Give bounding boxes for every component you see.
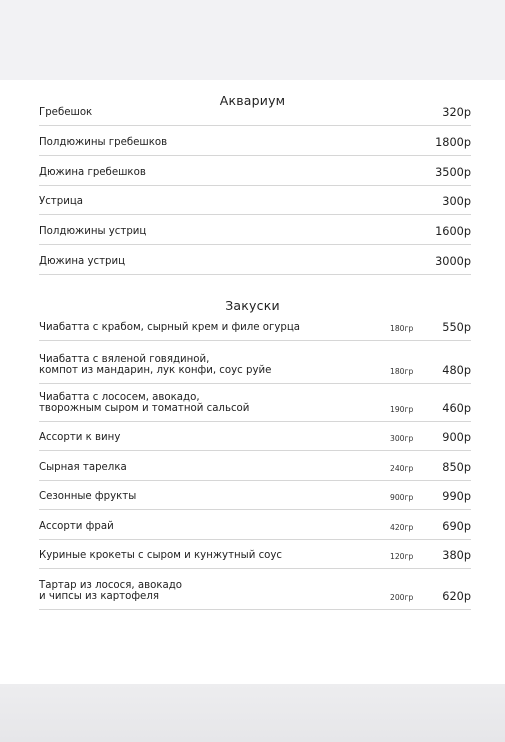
item-price: 550р (442, 321, 471, 334)
item-weight: 300гр (390, 434, 414, 443)
item-price: 990р (442, 490, 471, 503)
row-divider (39, 155, 471, 156)
section-title: Закуски (225, 298, 280, 313)
top-background (0, 0, 505, 80)
item-weight: 240гр (390, 464, 414, 473)
item-name: Полдюжины устриц (39, 226, 147, 237)
item-name: Сырная тарелка (39, 462, 127, 473)
menu-item (39, 195, 471, 210)
menu-item (39, 166, 471, 181)
row-divider (39, 609, 471, 610)
item-name: Ассорти фрай (39, 521, 114, 532)
row-divider (39, 125, 471, 126)
item-price: 300р (442, 195, 471, 208)
row-divider (39, 274, 471, 275)
item-price: 850р (442, 461, 471, 474)
item-name: Чиабатта с лососем, авокадо, творожным сыром и томатной сальсой (39, 392, 250, 414)
menu-item (39, 549, 471, 564)
item-price: 460р (442, 402, 471, 415)
item-price: 690р (442, 520, 471, 533)
menu-item (39, 106, 471, 121)
item-name: Сезонные фрукты (39, 491, 137, 502)
menu-item (39, 520, 471, 535)
item-name: Полдюжины гребешков (39, 137, 168, 148)
row-divider (39, 340, 471, 341)
item-price: 620р (442, 590, 471, 603)
item-price: 900р (442, 431, 471, 444)
item-weight: 180гр (390, 367, 414, 376)
row-divider (39, 383, 471, 384)
item-price: 1600р (435, 225, 471, 238)
item-price: 3500р (435, 166, 471, 179)
menu-item (39, 355, 471, 379)
item-price: 320р (442, 106, 471, 119)
menu-item (39, 321, 471, 336)
item-price: 380р (442, 549, 471, 562)
item-price: 3000р (435, 255, 471, 268)
row-divider (39, 185, 471, 186)
menu-item (39, 431, 471, 446)
row-divider (39, 214, 471, 215)
item-weight: 420гр (390, 523, 414, 532)
item-name: Тартар из лосося, авокадо и чипсы из картофеля (39, 580, 183, 602)
item-name: Чиабатта с крабом, сырный крем и филе огурца (39, 322, 301, 333)
item-weight: 190гр (390, 405, 414, 414)
item-weight: 200гр (390, 593, 414, 602)
row-divider (39, 421, 471, 422)
menu-item (39, 393, 471, 417)
row-divider (39, 480, 471, 481)
row-divider (39, 568, 471, 569)
row-divider (39, 244, 471, 245)
section-title: Аквариум (219, 93, 286, 108)
menu-item (39, 255, 471, 270)
item-name: Куриные крокеты с сыром и кунжутный соус (39, 550, 283, 561)
item-name: Чиабатта с вяленой говядиной, компот из мандарин, лук конфи, соус руйе (39, 354, 272, 376)
menu-item (39, 461, 471, 476)
item-name: Гребешок (39, 107, 93, 118)
item-weight: 120гр (390, 552, 414, 561)
item-name: Устрица (39, 196, 84, 207)
menu-item (39, 490, 471, 505)
menu-item (39, 225, 471, 240)
item-price: 480р (442, 364, 471, 377)
bottom-background (0, 684, 505, 742)
item-name: Дюжина устриц (39, 256, 126, 267)
item-price: 1800р (435, 136, 471, 149)
item-weight: 900гр (390, 493, 414, 502)
menu-item (39, 581, 471, 605)
row-divider (39, 450, 471, 451)
item-name: Дюжина гребешков (39, 167, 146, 178)
row-divider (39, 509, 471, 510)
item-name: Ассорти к вину (39, 432, 121, 443)
row-divider (39, 539, 471, 540)
item-weight: 180гр (390, 324, 414, 333)
menu-item (39, 136, 471, 151)
